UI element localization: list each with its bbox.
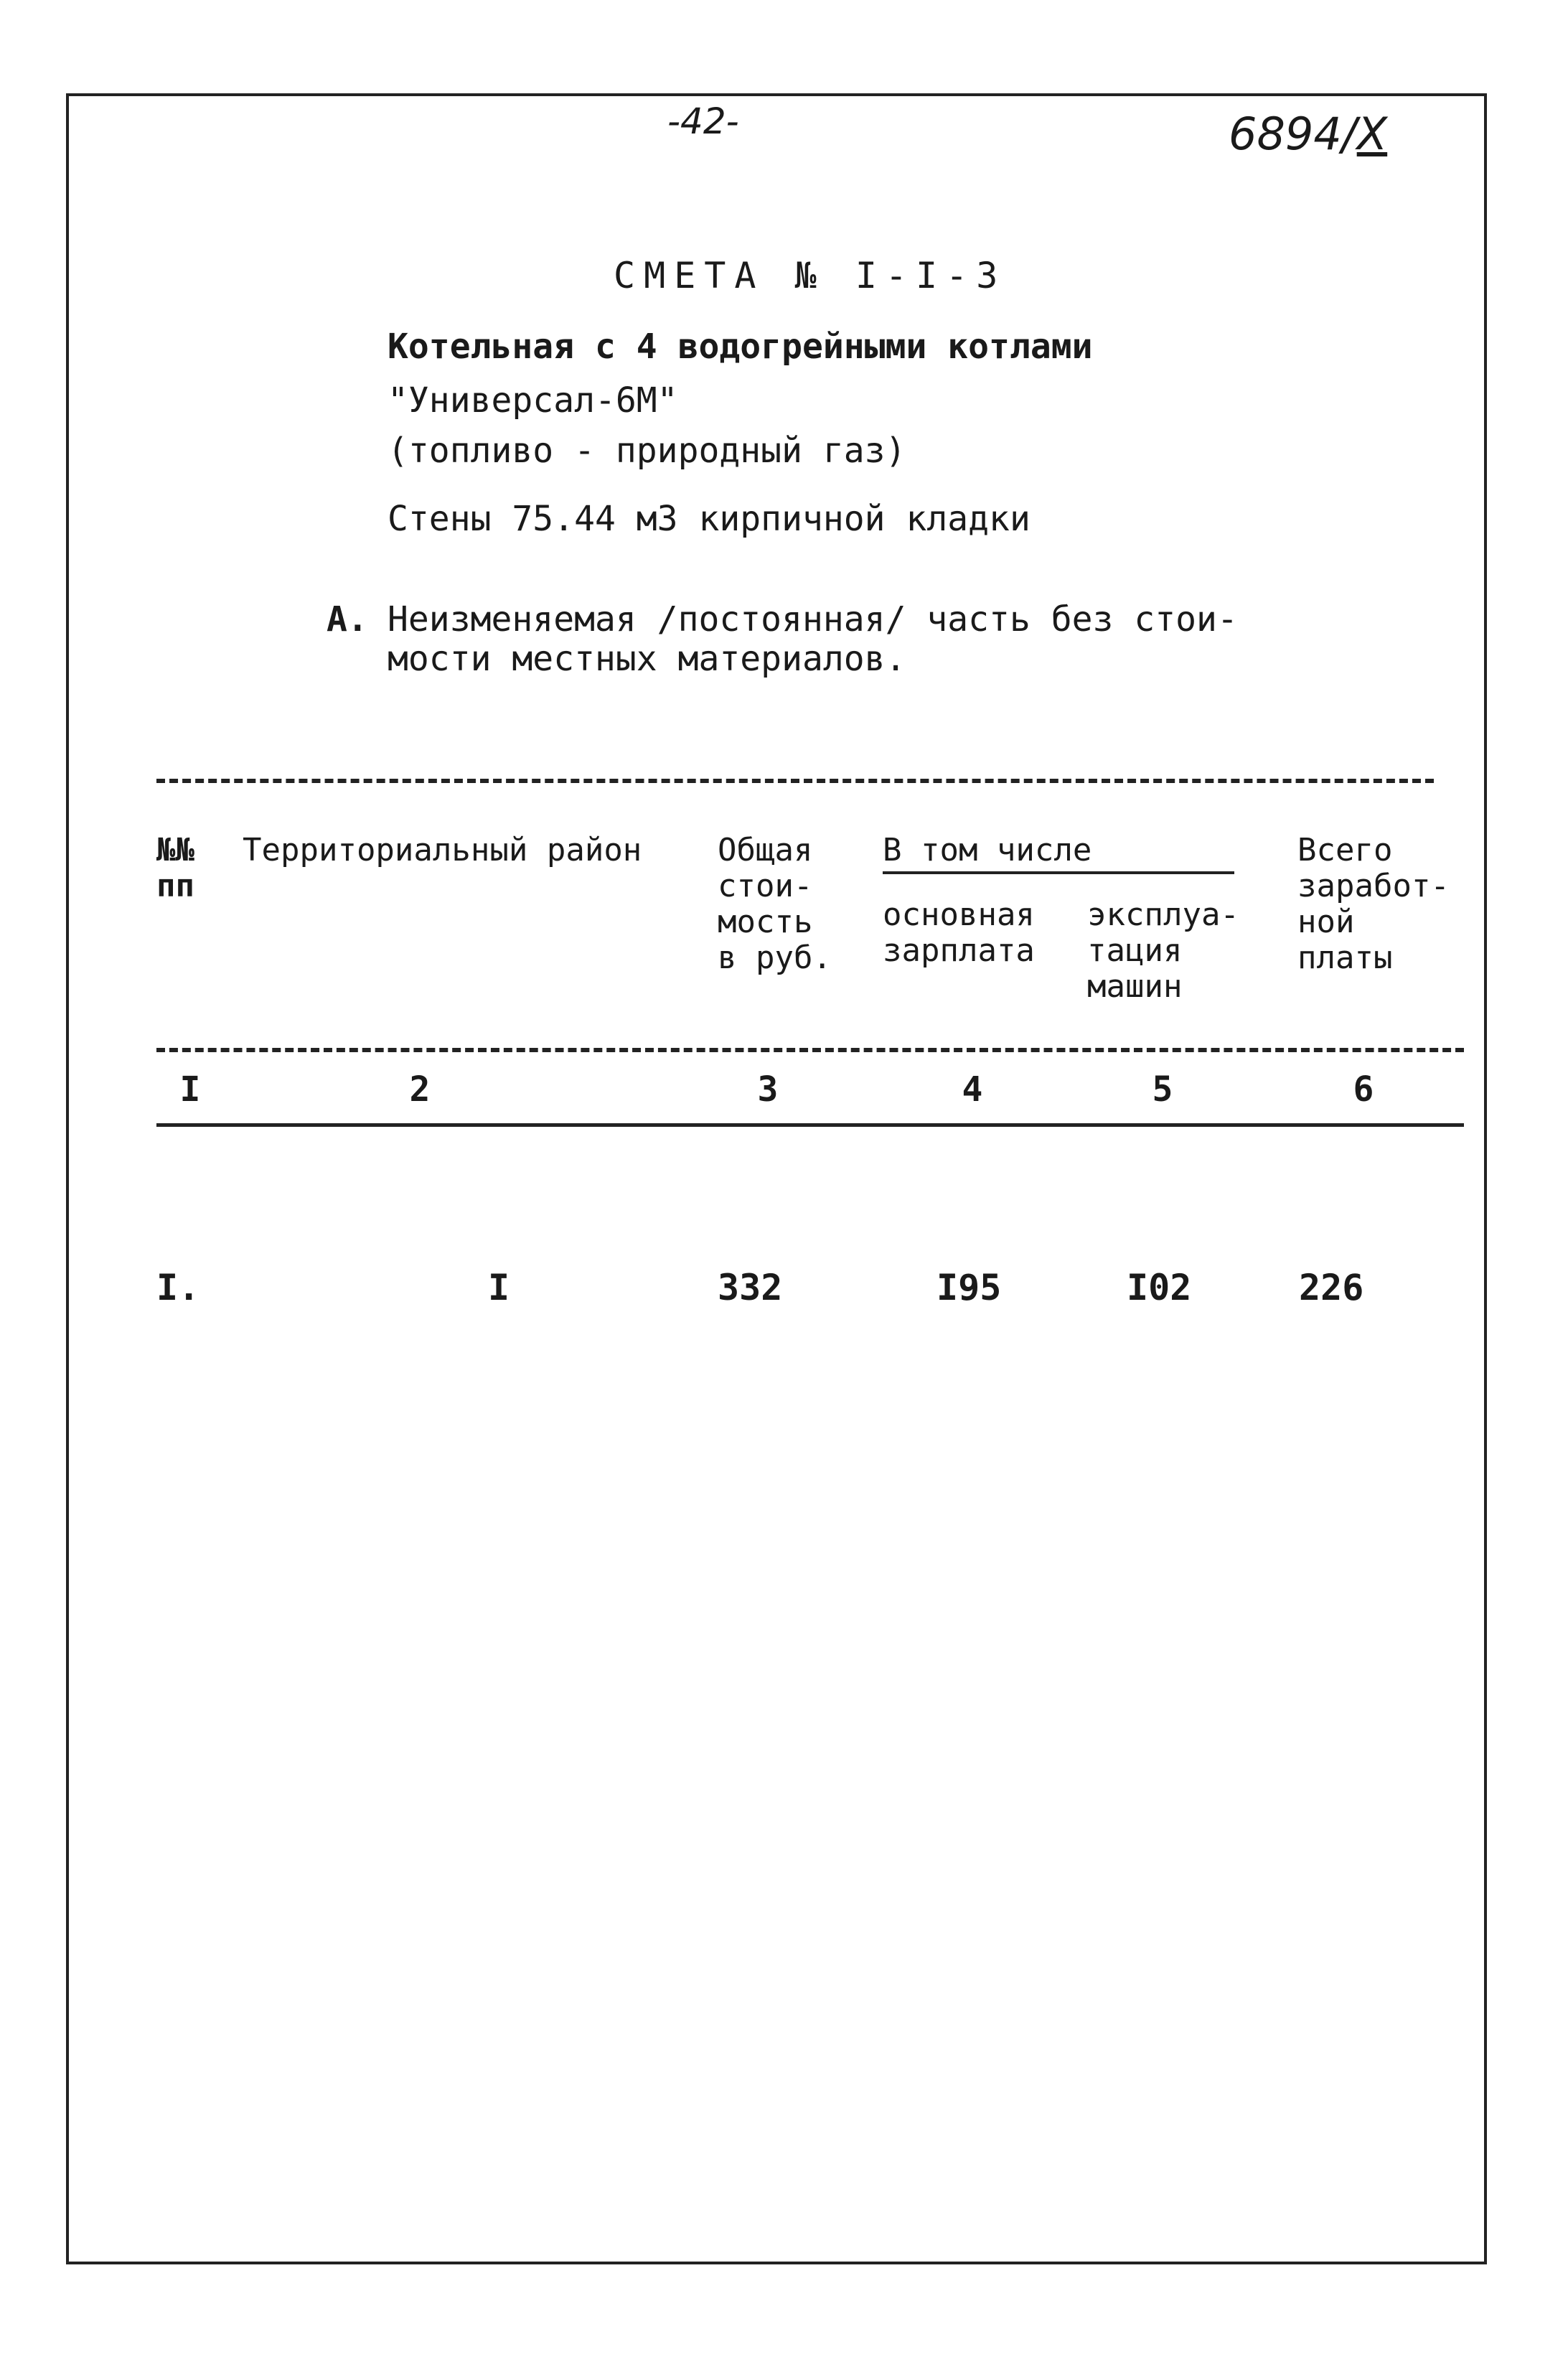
row-1-district: I — [488, 1267, 510, 1308]
page-border-top — [66, 93, 1487, 96]
header-total-wages: Всего заработ- ной платы — [1297, 832, 1450, 976]
column-numbers-rule — [156, 1123, 1464, 1127]
col-number-3: 3 — [757, 1069, 779, 1110]
row-1-num: I. — [156, 1267, 200, 1308]
header-district: Территориальный район — [243, 832, 642, 868]
document-number-suffix: X — [1356, 108, 1388, 160]
subtitle-line-3: (топливо - природный газ) — [388, 431, 906, 471]
document-number-main: 6894/ — [1229, 108, 1357, 160]
header-including: В том числе — [883, 833, 1234, 874]
col-number-5: 5 — [1152, 1069, 1173, 1110]
header-num: №№ пп — [156, 832, 194, 904]
col-number-2: 2 — [409, 1069, 431, 1110]
header-base-wages: основная зарплата — [883, 896, 1035, 969]
page-border-bottom — [66, 2262, 1487, 2264]
row-1-total-cost: 332 — [718, 1267, 783, 1308]
row-1-base-wages: I95 — [936, 1267, 1002, 1308]
section-prefix: А. — [327, 599, 368, 639]
col-number-1: I — [179, 1069, 201, 1110]
row-1-machine-operation: I02 — [1127, 1267, 1192, 1308]
col-number-6: 6 — [1353, 1069, 1374, 1110]
header-machine-operation: эксплуа- тация машин — [1087, 896, 1239, 1005]
section-line-2: мости местных материалов. — [388, 639, 906, 679]
section-line-1: Неизменяемая /постоянная/ часть без стои- — [388, 599, 1238, 639]
subtitle-line-4: Стены 75.44 м3 кирпичной кладки — [388, 499, 1031, 539]
page-border-left — [66, 93, 69, 2264]
page-number: -42- — [667, 100, 739, 142]
row-1-total-wages: 226 — [1299, 1267, 1364, 1308]
page-border-right — [1484, 93, 1487, 2264]
header-bottom-rule — [156, 1048, 1464, 1052]
document-number — [1229, 108, 1387, 160]
col-number-4: 4 — [962, 1069, 983, 1110]
table-top-rule — [156, 779, 1434, 783]
estimate-title: СМЕТА № I-I-3 — [614, 255, 1007, 296]
subtitle-line-1: Котельная с 4 водогрейными котлами — [388, 327, 1093, 367]
header-total-cost: Общая стои- мость в руб. — [718, 832, 832, 976]
subtitle-line-2: "Универсал-6М" — [388, 380, 678, 421]
